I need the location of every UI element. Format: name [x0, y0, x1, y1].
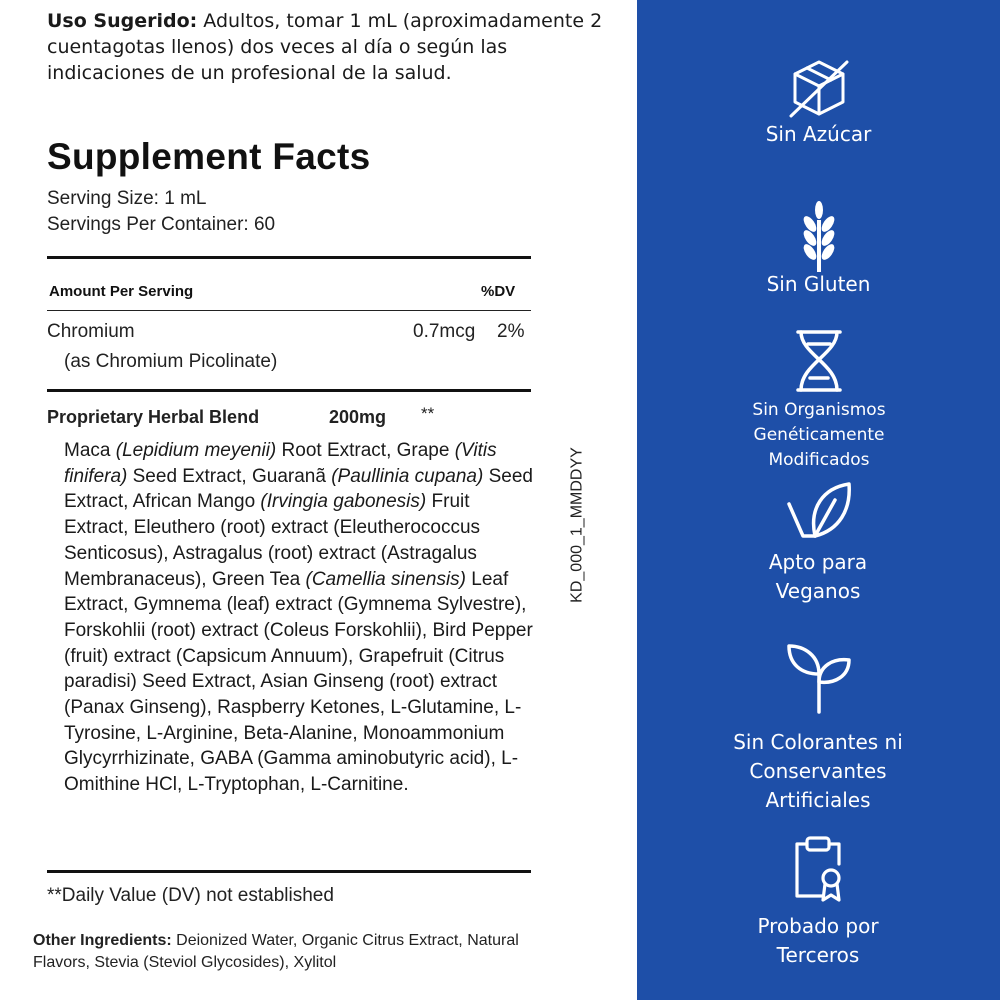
ingredient-text: Seed Extract, African Mango [64, 465, 533, 513]
botanical-name: (Vitis finifera) [64, 440, 497, 487]
chromium-amount: 0.7mcg [413, 321, 476, 342]
facts-title: Supplement Facts [47, 136, 371, 177]
feature-third-party [637, 834, 1000, 970]
feature-non-gmo [637, 328, 1000, 473]
lot-code: KD_000_1_MMDDYY [568, 447, 586, 603]
ingredient-text: Root Extract, Grape [276, 440, 455, 461]
feature-label: Sin Azúcar [765, 122, 872, 146]
chromium-name: Chromium [47, 321, 135, 342]
clipboard-badge-icon [789, 834, 849, 904]
suggested-use [47, 8, 617, 86]
feature-label: Probado por Terceros [757, 914, 879, 967]
botanical-name: (Irvingia gabonesis) [260, 491, 427, 513]
feature-sugar-free [637, 50, 1000, 149]
suggested-use-label: Uso Sugerido: [47, 10, 198, 32]
sprout-icon [779, 636, 859, 716]
feature-label: Sin Colorantes ni Conservantes Artificiales [733, 730, 903, 812]
other-ingredients [33, 930, 533, 974]
blend-name: Proprietary Herbal Blend [47, 407, 260, 427]
other-ingredients-label: Other Ingredients: [33, 932, 172, 949]
divider-thick [47, 870, 531, 873]
ingredient-text: Leaf Extract, Gymnema (leaf) extract (Gymnema Sylvestre), Forskohlii (root) extract (Coleus Forskohlii), Bird Pepper (fruit) extract (Capsicum Annuum), Grapefruit (Citrus paradisi) Seed Extract, Asian Ginseng (root) extract (Panax Ginseng), Raspberry Ketones, L-Glutamine, L-Tyrosine, L-Arginine, Beta-Alanine, Monoammonium Glycyrrhizinate, GABA (Gamma aminobutyric acid), L-Omithine HCl, L-Tryptophan, L-Carnitine. [64, 568, 533, 796]
ingredient-text: Seed Extract, Guaranã [127, 465, 332, 487]
feature-vegan [637, 478, 1000, 606]
feature-no-additives [637, 636, 1000, 815]
serving-size: Serving Size: 1 mL [47, 188, 207, 209]
blend-amount: 200mg [329, 407, 387, 427]
servings-per-container: Servings Per Container: 60 [47, 214, 276, 235]
divider [47, 310, 531, 311]
features-panel [637, 0, 1000, 1000]
ingredient-text: Fruit Extract, Eleuthero (root) extract (Eleutherococcus Senticosus), Astragalus (root) extract (Astragalus Membranaceus), Green Tea [64, 491, 481, 590]
feature-label: Apto para Veganos [768, 550, 868, 603]
chromium-dv: 2% [497, 321, 525, 342]
other-ingredients-text: Deionized Water, Organic Citrus Extract, Natural Flavors, Stevia (Steviol Glycosides), Xylitol [33, 932, 519, 971]
botanical-name: (Lepidium meyenii) [115, 440, 277, 461]
lot-code-area [560, 438, 586, 613]
botanical-name: (Paullinia cupana) [331, 465, 484, 487]
blend-dv: ** [421, 404, 435, 423]
amount-header: Amount Per Serving [49, 283, 194, 300]
chromium-form: (as Chromium Picolinate) [64, 351, 278, 372]
suggested-use-text: Adultos, tomar 1 mL (aproximadamente 2 cuentagotas llenos) dos veces al día o según las indicaciones de un profesional de la salud. [47, 10, 603, 84]
leaf-check-icon [779, 478, 859, 542]
dna-icon [784, 328, 854, 394]
dv-header: %DV [481, 283, 516, 300]
feature-gluten-free [637, 198, 1000, 299]
wheat-icon [779, 198, 859, 278]
feature-label: Sin Gluten [766, 272, 871, 296]
ingredient-text: Maca [64, 440, 116, 461]
blend-ingredients [64, 438, 534, 798]
divider-thick [47, 256, 531, 259]
box-crossed-icon [779, 50, 859, 130]
dv-note: **Daily Value (DV) not established [47, 885, 334, 906]
divider-thick [47, 389, 531, 392]
feature-label: Sin Organismos Genéticamente Modificados [752, 400, 886, 470]
botanical-name: (Camellia sinensis) [305, 568, 466, 590]
